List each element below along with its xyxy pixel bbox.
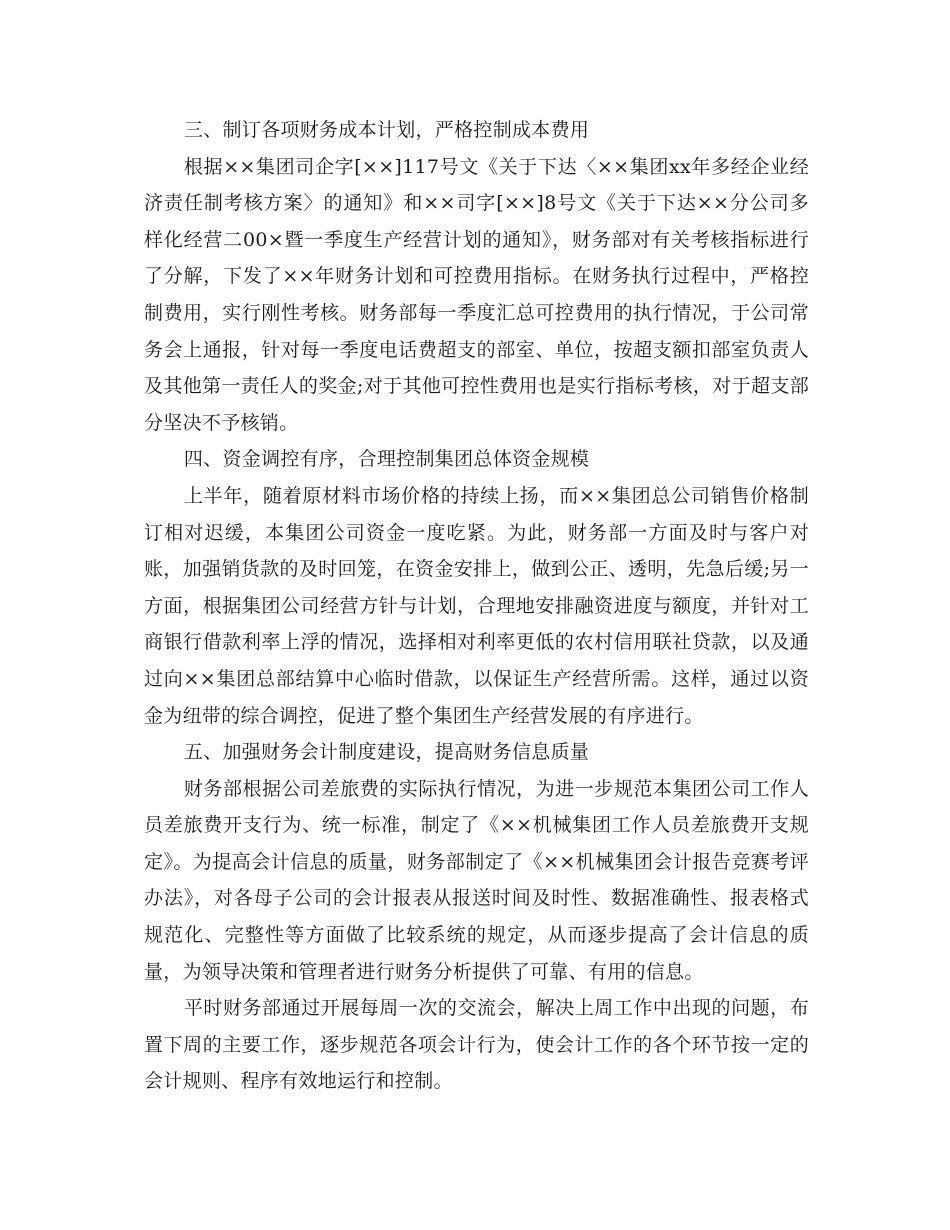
section-heading-3: 三、制订各项财务成本计划，严格控制成本费用 [183, 119, 590, 141]
body-paragraph: 平时财务部通过开展每周一次的交流会，解决上周工作中出现的问题，布置下周的主要工作，逐步规范各项会计行为，使会计工作的各个环节按一定的会计规则、程序有效地运行和控制。 [144, 997, 809, 1093]
body-paragraph: 根据××集团司企字[××]117号文《关于下达〈××集团xx年多经企业经济责任制考核方案〉的通知》和××司字[××]8号文《关于下达××分公司多样化经营二00×暨一季度生产经营计划的通知》，财务部对有关考核指标进行了分解，下发了××年财务计划和可控费用指标。在财务执行过程中，严格控制费用，实行刚性考核。财务部每一季度汇总可控费用的执行情况，于公司常务会上通报，针对每一季度电话费超支的部室、单位，按超支额扣部室负责人及其他第一责任人的奖金;对于其他可控性费用也是实行指标考核，对于超支部分坚决不予核销。 [144, 155, 809, 434]
document-page [144, 112, 809, 1100]
section-heading-5: 五、加强财务会计制度建设，提高财务信息质量 [183, 741, 590, 764]
body-paragraph: 财务部根据公司差旅费的实际执行情况，为进一步规范本集团公司工作人员差旅费开支行为、统一标准，制定了《××机械集团工作人员差旅费开支规定》。为提高会计信息的质量，财务部制定了《××机械集团会计报告竞赛考评办法》，对各母子公司的会计报表从报送时间及时性、数据准确性、报表格式规范化、完整性等方面做了比较系统的规定，从而逐步提高了会计信息的质量，为领导决策和管理者进行财务分析提供了可靠、有用的信息。 [144, 777, 809, 983]
body-paragraph: 上半年，随着原材料市场价格的持续上扬，而××集团总公司销售价格制订相对迟缓，本集团公司资金一度吃紧。为此，财务部一方面及时与客户对账，加强销货款的及时回笼，在资金安排上，做到公正、透明，先急后缓;另一方面，根据集团公司经营方针与计划，合理地安排融资进度与额度，并针对工商银行借款利率上浮的情况，选择相对利率更低的农村信用联社贷款，以及通过向××集团总部结算中心临时借款，以保证生产经营所需。这样，通过以资金为纽带的综合调控，促进了整个集团生产经营发展的有序进行。 [144, 484, 809, 727]
section-heading-4: 四、资金调控有序，合理控制集团总体资金规模 [183, 448, 590, 471]
